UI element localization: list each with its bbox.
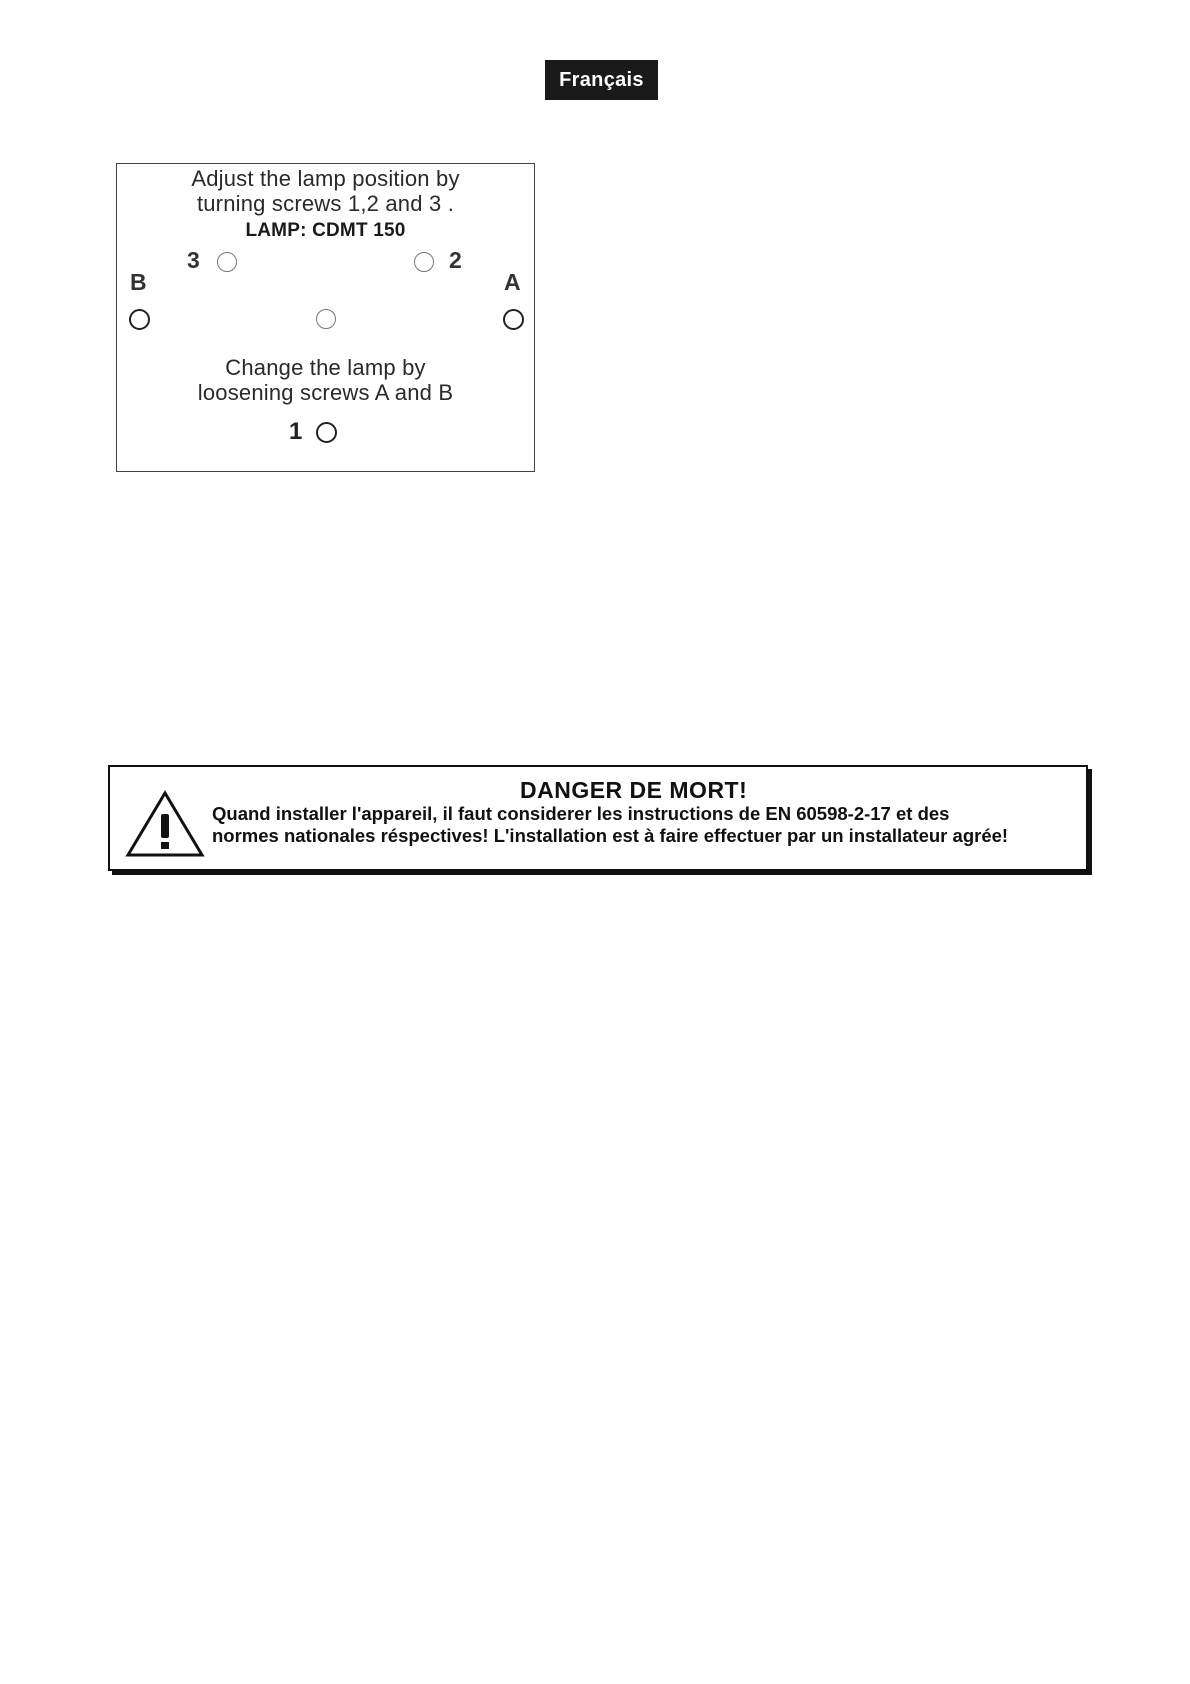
screw-3-hole-icon xyxy=(217,252,237,272)
danger-text-line-2: normes nationales réspectives! L'installation est à faire effectuer par un installateur agrée! xyxy=(212,825,1009,846)
change-instruction-line-1: Change the lamp by xyxy=(225,355,426,380)
screw-a-label: A xyxy=(504,269,521,295)
screw-a-hole-icon xyxy=(503,309,524,330)
screw-3-label: 3 xyxy=(187,247,200,273)
warning-triangle-icon xyxy=(125,790,205,858)
language-tab: Français xyxy=(545,60,658,100)
screw-1-hole-icon xyxy=(316,422,337,443)
change-instruction-line-2: loosening screws A and B xyxy=(197,380,454,405)
screw-1-label: 1 xyxy=(289,418,303,445)
screw-b-label: B xyxy=(130,269,147,295)
lamp-center-hole-icon xyxy=(316,309,336,329)
lamp-type: LAMP: CDMT 150 xyxy=(245,220,406,241)
adjust-instruction-line-2: turning screws 1,2 and 3 . xyxy=(196,191,455,216)
screw-2-label: 2 xyxy=(449,247,462,273)
screw-b-hole-icon xyxy=(129,309,150,330)
danger-title: DANGER DE MORT! xyxy=(520,777,748,803)
danger-warning-box xyxy=(108,765,1088,871)
adjust-instruction-line-1: Adjust the lamp position by xyxy=(191,166,460,191)
danger-text-line-1: Quand installer l'appareil, il faut considerer les instructions de EN 60598-2-17 et des xyxy=(212,803,950,824)
lamp-adjustment-diagram xyxy=(116,163,535,472)
screw-2-hole-icon xyxy=(414,252,434,272)
